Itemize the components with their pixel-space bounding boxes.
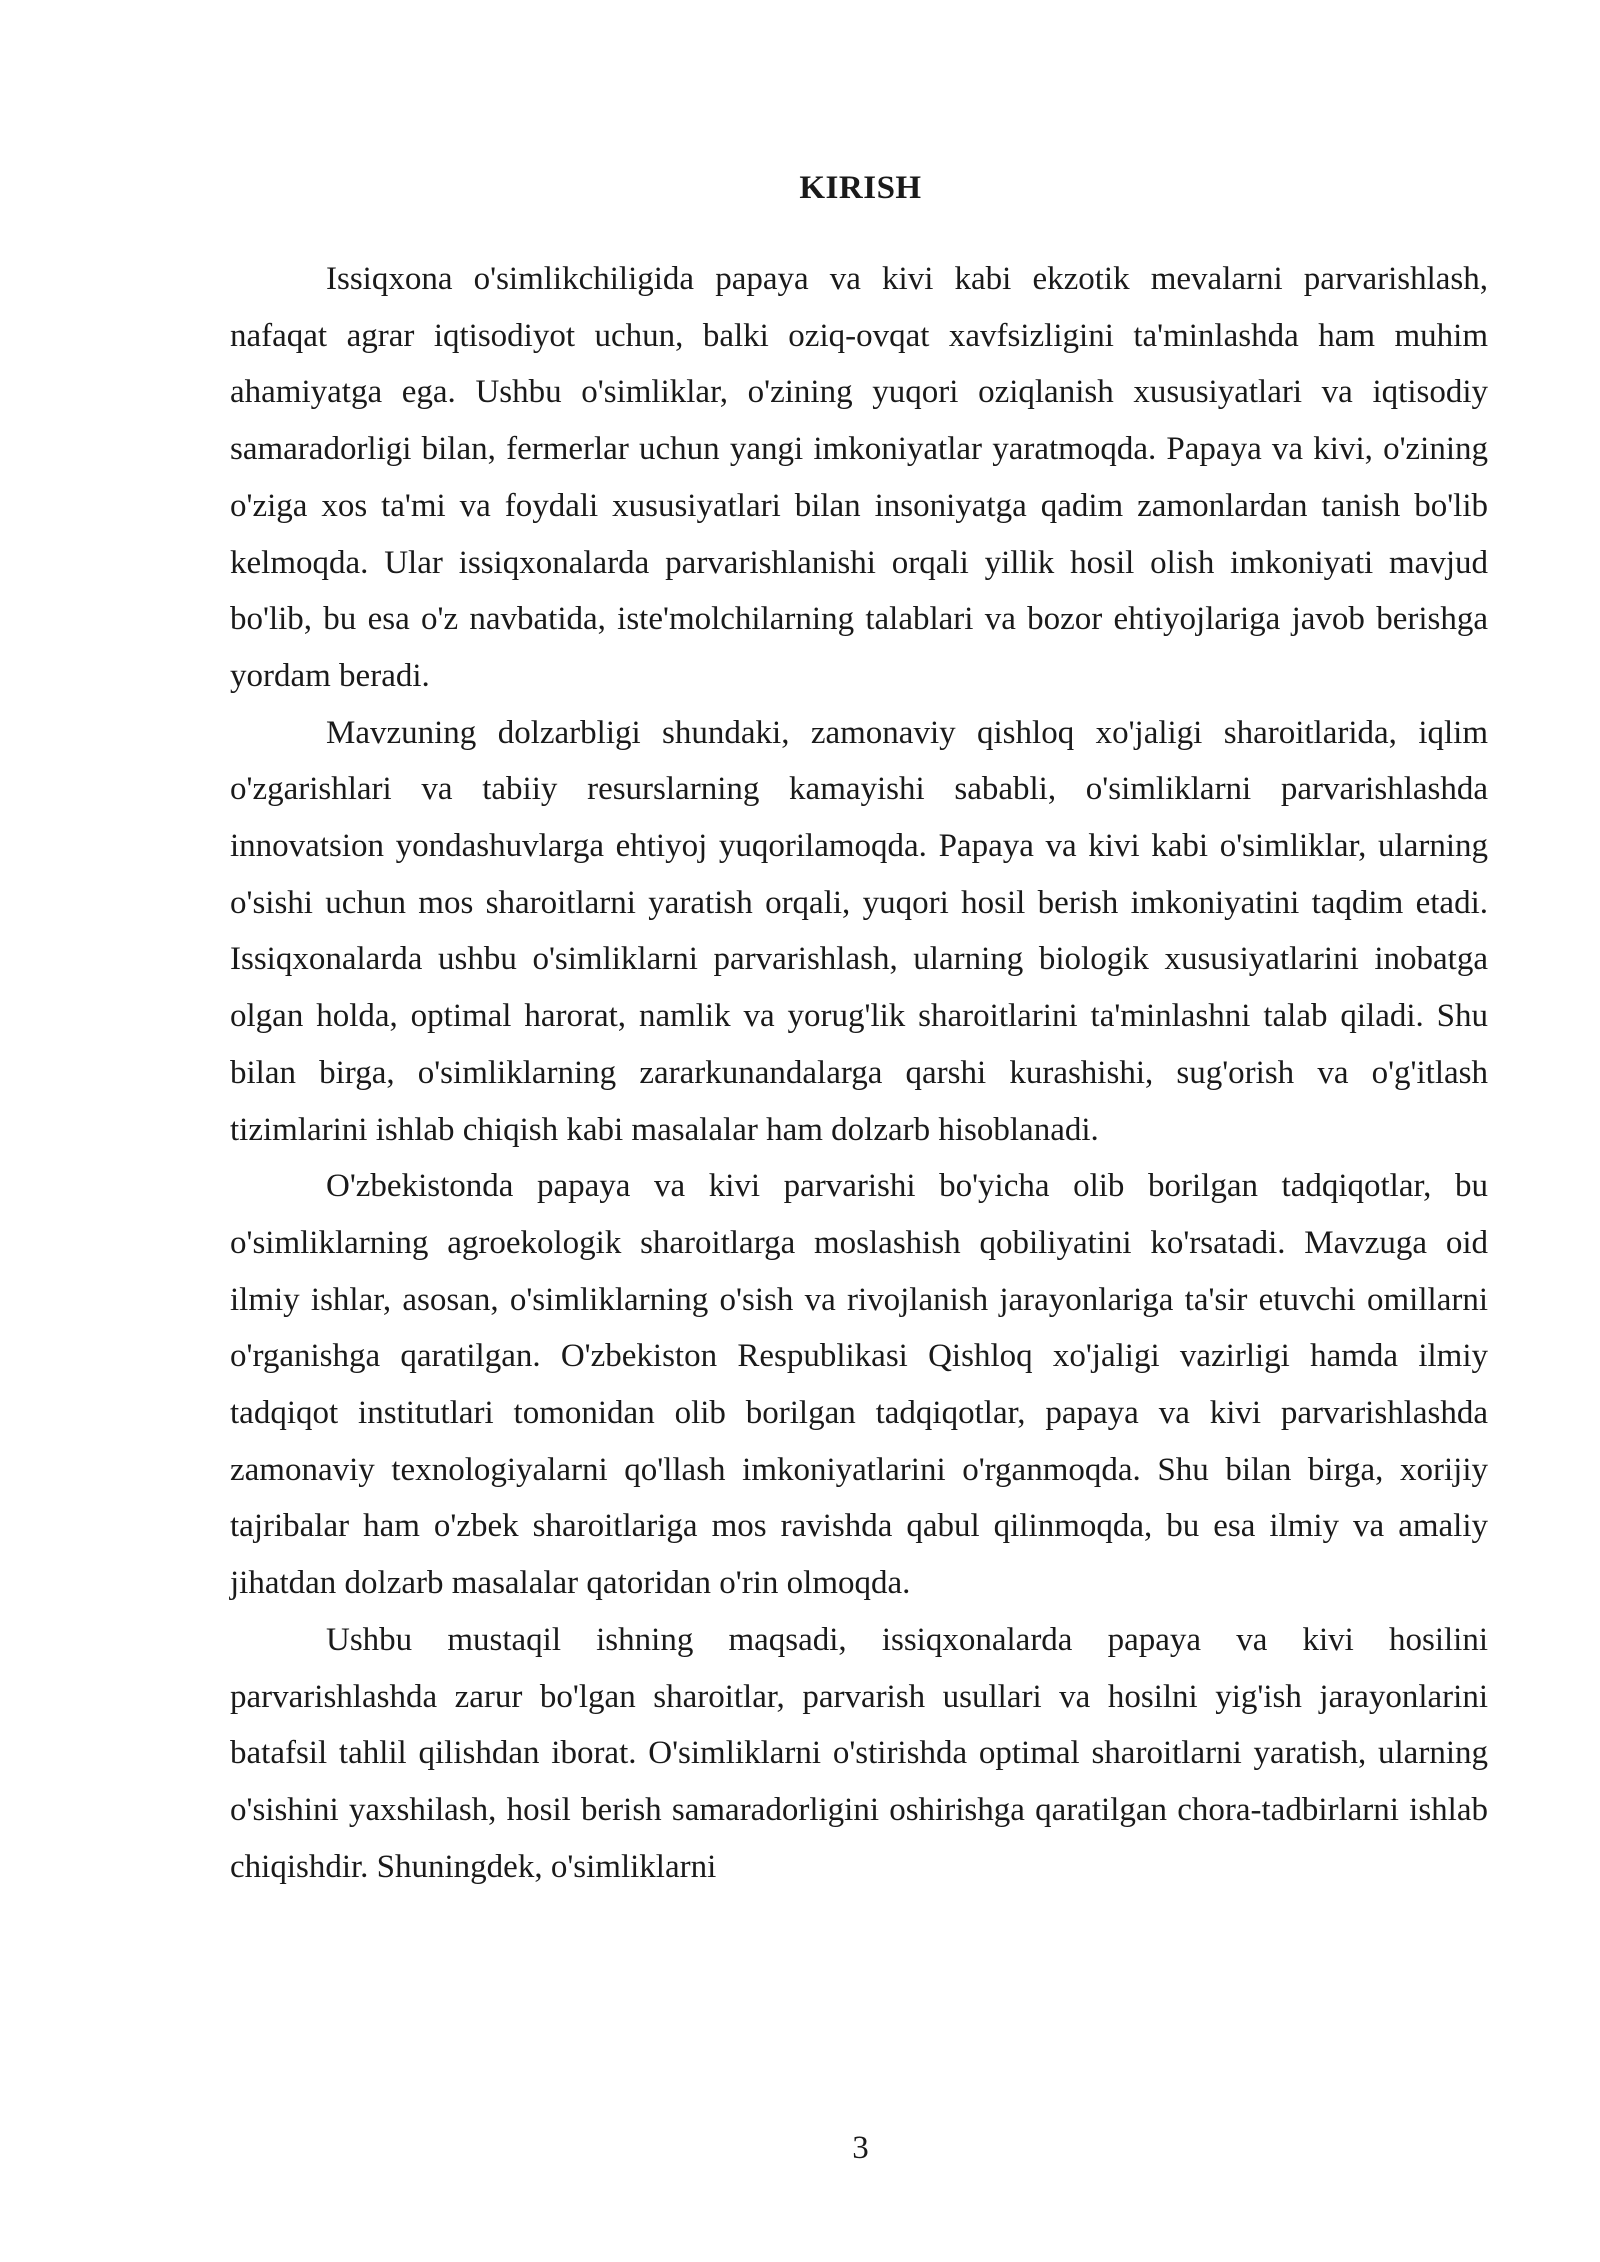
paragraph-3: O'zbekistonda papaya va kivi parvarishi bo'yicha olib borilgan tadqiqotlar, bu o'simliklarning agroekologik sharoitlarga moslashish qobiliyatini ko'rsatadi. Mavzuga oid ilmiy ishlar, asosan, o'simliklarning o'sish va rivojlanish jarayonlariga ta'sir etuvchi omillarni o'rganishga qaratilgan. O'zbekiston Respublikasi Qishloq xo'jaligi vazirligi hamda ilmiy tadqiqot institutlari tomonidan olib borilgan tadqiqotlar, papaya va kivi parvarishlashda zamonaviy texnologiyalarni qo'llash imkoniyatlarini o'rganmoqda. Shu bilan birga, xorijiy tajribalar ham o'zbek sharoitlariga mos ravishda qabul qilinmoqda, bu esa ilmiy va amaliy jihatdan dolzarb masalalar qatoridan o'rin olmoqda. (230, 1168, 1488, 1602)
section-title: KIRISH (799, 170, 922, 206)
paragraph-4: Ushbu mustaqil ishning maqsadi, issiqxonalarda papaya va kivi hosilini parvarishlashda zarur bo'lgan sharoitlar, parvarish usullari va hosilni yig'ish jarayonlarini batafsil tahlil qilishdan iborat. O'simliklarni o'stirishda optimal sharoitlarni yaratish, ularning o'sishini yaxshilash, hosil berish samaradorligini oshirishga qaratilgan chora-tadbirlarni ishlab chiqishdir. Shuningdek, o'simliklarni (230, 1621, 1488, 1885)
page-number: 3 (852, 2130, 869, 2166)
paragraph-1: Issiqxona o'simlikchiligida papaya va kivi kabi ekzotik mevalarni parvarishlash, nafaqat agrar iqtisodiyot uchun, balki oziq-ovqat xavfsizligini ta'minlashda ham muhim ahamiyatga ega. Ushbu o'simliklar, o'zining yuqori oziqlanish xususiyatlari va iqtisodiy samaradorligi bilan, fermerlar uchun yangi imkoniyatlar yaratmoqda. Papaya va kivi, o'zining o'ziga xos ta'mi va foydali xususiyatlari bilan insoniyatga qadim zamonlardan tanish bo'lib kelmoqda. Ular issiqxonalarda parvarishlanishi orqali yillik hosil olish imkoniyati mavjud bo'lib, bu esa o'z navbatida, iste'molchilarning talablari va bozor ehtiyojlariga javob berishga yordam beradi. (230, 261, 1488, 694)
paragraph-2: Mavzuning dolzarbligi shundaki, zamonaviy qishloq xo'jaligi sharoitlarida, iqlim o'zgarishlari va tabiiy resurslarning kamayishi sababli, o'simliklarni parvarishlashda innovatsion yondashuvlarga ehtiyoj yuqorilamoqda. Papaya va kivi kabi o'simliklar, ularning o'sishi uchun mos sharoitlarni yaratish orqali, yuqori hosil berish imkoniyatini taqdim etadi. Issiqxonalarda ushbu o'simliklarni parvarishlash, ularning biologik xususiyatlarini inobatga olgan holda, optimal harorat, namlik va yorug'lik sharoitlarini ta'minlashni talab qiladi. Shu bilan birga, o'simliklarning zararkunandalarga qarshi kurashishi, sug'orish va o'g'itlash tizimlarini ishlab chiqish kabi masalalar ham dolzarb hisoblanadi. (230, 714, 1488, 1148)
body-text (230, 251, 1488, 1895)
